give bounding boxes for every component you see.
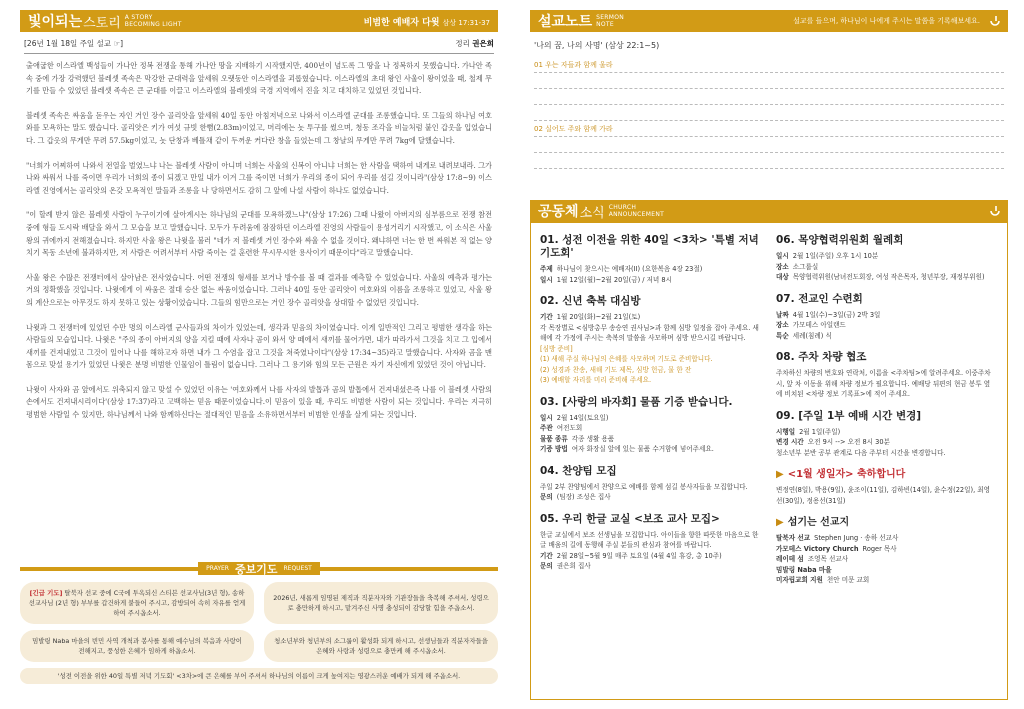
prayer-item xyxy=(264,630,498,662)
row-value: 주차하신 차량의 번호와 연락처, 이름을 <주차팀>에 알려주세요. 이중주차 시, 앞 차 이동을 위해 차량 정보가 필요합니다. 예배당 뒤편의 현금 봉투 옆에 비치된 <차량 정보 기록표>에 적어 주세요. xyxy=(776,369,991,398)
prayer-body: 밈발링 Naba 마을의 빈민 사역 개척과 봉사를 통해 예수님의 복음과 사랑이 전해지고, 풍성한 은혜가 임하게 하옵소서. xyxy=(32,637,242,655)
prayer-item xyxy=(20,668,498,684)
story-eng: A STORY BECOMING LIGHT xyxy=(124,14,182,28)
row-value: 2월 1일(주일) 오후 1시 10분 xyxy=(792,252,879,260)
row-value: 권은희 집사 xyxy=(556,562,591,570)
announcement xyxy=(540,295,760,386)
announcement-row xyxy=(540,323,760,344)
announcement-row xyxy=(540,413,760,424)
announcement-row xyxy=(776,251,996,262)
prayer-text xyxy=(58,671,460,681)
row-value: 1월 20일(화)~2월 21일(토) xyxy=(556,313,641,321)
announcement-row xyxy=(776,272,996,283)
announcement-title: 03. [사랑의 바자회] 물품 기증 받습니다. xyxy=(540,395,733,408)
visit-prep: (1) 새해 주실 하나님의 은혜를 사모하며 기도로 준비합니다. xyxy=(540,355,713,363)
note-hint: 설교를 들으며, 하나님이 나에게 주시는 말씀을 기록해보세요. xyxy=(793,17,980,25)
row-value: 2월 28일~5월 9일 매주 토요일 (4월 4일 휴강, 총 10주) xyxy=(556,551,722,560)
prayer-item xyxy=(264,582,498,624)
story-body xyxy=(20,54,498,422)
announcement xyxy=(776,293,996,342)
row-label: 시행일 xyxy=(776,427,796,436)
announcement-title: 07. 전교인 수련회 xyxy=(776,292,863,305)
announcement xyxy=(776,410,996,459)
prayer-body: 2026년, 새롭게 임명된 제직과 직분자자와 기관장들을 축복해 주셔서, 성령으로 충만하게 하시고, 맡겨주신 사명 충성되이 감당할 힘을 주옵소서. xyxy=(273,594,489,612)
row-label: 기간 xyxy=(540,551,553,560)
prayer-item xyxy=(20,630,254,662)
announcements-col-2 xyxy=(776,234,996,596)
row-value: 하나님이 찾으시는 예배자(II) (요한복음 4장 23절) xyxy=(556,265,703,273)
sermon-title: 비범한 예배자 다윗 삼상 17:31-37 xyxy=(363,17,490,28)
story-subhead xyxy=(20,38,498,49)
prayer-item xyxy=(20,582,254,624)
church-icon xyxy=(988,204,1002,218)
mission-value: Roger 목사 xyxy=(862,544,897,553)
row-label: 주제 xyxy=(540,265,553,273)
announcement-title: 09. [주일 1부 예배 시간 변경] xyxy=(776,409,922,422)
mission-row xyxy=(776,533,996,544)
row-label: 일시 xyxy=(540,413,553,422)
missions-section: ▶ 섬기는 선교지 탈북자 선교 Stephen Jung · 송하 선교사 가모테스 Victory Church Roger 목사 레이테 섬 조영목 선교사 밈발링 Naba 마을 미자립교회 지원 천안 미문 교회 xyxy=(776,516,996,586)
row-value: 2월 1일(주일) xyxy=(799,427,841,436)
mission-row xyxy=(776,575,996,586)
announcement-row xyxy=(540,551,760,562)
row-value: 한글 교실에서 보조 선생님을 모집합니다. 아이들을 향한 따뜻한 마음으로 한글 배움의 길에 동행해 주실 분들의 관심과 참여를 바랍니다. xyxy=(540,530,759,549)
row-value: 각종 생활 용품 xyxy=(571,434,615,443)
prayer-header: PRAYER 중보기도 REQUEST xyxy=(20,562,498,575)
visit-prep: (2) 성경과 찬송, 새해 기도 제목, 심방 헌금, 물 한 잔 xyxy=(540,365,692,374)
announcement-row xyxy=(540,530,760,551)
row-label: 장소 xyxy=(776,321,789,329)
row-label: 장소 xyxy=(776,262,789,271)
announcement-row xyxy=(540,444,760,455)
prayer-text xyxy=(272,636,490,656)
prayer-text xyxy=(28,636,246,656)
announcement xyxy=(540,465,760,503)
row-value: 1월 12일(월)~2월 20일(금) / 저녁 8시 xyxy=(556,275,672,284)
community-news xyxy=(530,200,1008,700)
announcement xyxy=(776,351,996,400)
row-value: 주일 2부 찬양팀에서 찬양으로 예배를 함께 섬길 봉사자들을 모집합니다. xyxy=(540,482,748,491)
announcement-row xyxy=(540,561,760,572)
row-value: 여자 화장실 앞에 있는 물품 수거함에 넣어주세요. xyxy=(571,445,714,453)
prayer-body: 청소년부와 청년부의 소그룹이 활성화 되게 하시고, 선생님들과 직분자자들을 은혜와 사랑과 성령으로 충만케 해 주시옵소서. xyxy=(274,637,488,655)
left-page xyxy=(20,10,498,700)
right-page xyxy=(530,10,1008,700)
prayer-text xyxy=(272,593,490,613)
row-label: 기증 방법 xyxy=(540,445,568,453)
announcement-row xyxy=(540,264,760,275)
mission-row xyxy=(776,544,996,555)
mission-value: 천안 미문 교회 xyxy=(826,576,870,584)
row-value: 4월 1일(수)~3일(금) 2박 3일 xyxy=(792,310,881,319)
announcement-row xyxy=(776,448,996,459)
row-label: 기간 xyxy=(540,313,553,321)
announcement-row xyxy=(540,482,760,493)
row-value: (팀장) 조성은 집사 xyxy=(556,493,611,501)
note-sermon-title: '나의 꿈, 나의 사명' (삼상 22:1~5) xyxy=(534,41,660,50)
announcement-title: 02. 신년 축복 대심방 xyxy=(540,295,641,307)
row-label: 특순 xyxy=(776,331,789,340)
story-paragraph: 나윗이 사자와 곰 앞에서도 위축되지 않고 맞설 수 있었던 이유는 '여호와께서 나를 사자의 발톱과 곰의 발톱에서 건져내셨은즉 나를 이 블레셋 사람의 손에서도 건져내시리이다'(삼상 17:37)라고 고백하는 믿음 때문이었습니다.이 믿음이 있을 때, 우리도 비범한 사람이 되는 것입니다. 우리는 지극히 평범한 사람일 수 있지만, 하나님께서 나와 함께하신다는 절대적인 믿음을 소유하면서부터 비범한 인생을 살게 되는 것입니다. xyxy=(26,384,492,420)
row-value: 각 목장별로 <심방총무 송승연 권사님>과 함께 심방 일정을 잡아 주세요. 새해에 각 가정에 주시는 축복의 말씀을 사모하며 심방 받으시길 바랍니다. xyxy=(540,323,759,342)
row-value: 2월 14일(토요일) xyxy=(556,413,609,422)
story-paragraph: 출애굽한 이스라엘 백성들이 가나안 정복 전쟁을 통해 가나안 땅을 지배하기 시작했지만, 400년이 넘도록 그 땅을 나 정복하지 못했습니다. 가나안 족속 중에 가장 강력했던 블레셋 족속은 막강한 군대력을 앞세워 오랫동안 이스라엘을 괴롭혔습니다. 이스라엘의 초대 왕인 사울이 왕이었을 때, 철제 무기를 만들 수 있었던 블레셋 족속은 큰 군대를 이끌고 이스라엘의 블레셋의 국경 지역에서 진을 치고 대치하고 있었던 것입니다. xyxy=(26,61,492,96)
row-value: 목양협력위원(남녀전도회장, 여성 작은목자, 청년부장, 재정부위원) xyxy=(792,273,985,281)
church-icon xyxy=(988,14,1002,28)
mission-label: 미자립교회 지원 xyxy=(776,576,823,584)
row-label: 문의 xyxy=(540,562,553,570)
birthday-section: ▶ <1월 생일자> 축하합니다 변정연(8일), 박용(9일), 윤조이(11일), 김하빈(14일), 윤수정(22일), 최영선(30일), 정용선(31일) xyxy=(776,468,996,506)
announcement-row xyxy=(776,310,996,321)
announcement xyxy=(776,234,996,283)
birthday-list: 변정연(8일), 박용(9일), 윤조이(11일), 김하빈(14일), 윤수정(22일), 최영선(30일), 정용선(31일) xyxy=(776,486,991,505)
story-paragraph: "이 할례 받지 않은 블레셋 사람이 누구이기에 살아계시는 하나님의 군대를 모욕하겠느냐"(삼상 17:26) 그때 나왔이 아버지의 심부름으로 전쟁 참전 중에 형들 도시락 배달을 와서 그 모습을 보고 말했습니다. 모두가 두려움에 잠잠하던 이스라엘 진영의 사람들이 용성거리기 시작했고, 이 소식은 사울 왕의 귀에까지 전해졌습니다. 하지만 사울 왕은 나윗을 불러 "네가 저 블레셋 거인 장수와 싸울 수 없을 것이다. 왜냐하면 너는 한 번 싸워본 적 없는 양치기 목동 소년에 불과하지만, 저 사람은 어려서부터 사람 죽이는 걸 훈련한 무시무시한 용사이기 때문이다"라고 말했습니다. xyxy=(26,210,492,258)
row-value: 여전도회 xyxy=(556,424,583,432)
announcement-title: 06. 목양협력위원회 월례회 xyxy=(776,234,904,246)
announcement-row xyxy=(540,492,760,503)
announcement-row xyxy=(540,312,760,323)
row-value: 가모테스 아일랜드 xyxy=(792,321,846,329)
announcement xyxy=(540,513,760,572)
triangle-icon: ▶ xyxy=(776,469,784,480)
announcement-title: 01. 성전 이전을 위한 40일 <3차> '특별 저녁 기도회' xyxy=(540,234,759,259)
announcement-row xyxy=(776,320,996,331)
prayer-urgent: [긴급 기도] xyxy=(29,589,63,597)
story-paragraph: "너희가 어찌하여 나와서 전열을 벌였느냐 나는 블레셋 사람이 아니며 너희는 사울의 신복이 아니냐 너희는 한 사람을 택하여 내게로 내려보내라. 그가 나와 싸워서 나를 죽이면 우리가 너희의 종이 되겠고 만일 내가 이겨 그를 죽이면 너희가 우리의 종이 되어 우리를 섬길 것이니라"(삼상 17:8~9) 이스라엘 진영에서는 골리앗의 온갖 모욕적인 말들과 조롱을 나 당하면서도 감히 그 앞에 나설 사람이 하나도 없었습니다. xyxy=(26,160,492,195)
mission-value: Stephen Jung · 송하 선교사 xyxy=(814,534,899,542)
announcement-row xyxy=(540,434,760,445)
row-label: 물품 종류 xyxy=(540,434,568,443)
row-label: 주관 xyxy=(540,424,553,432)
row-value: 청소년부 분반 공부 관계로 다음 주부터 시간을 변경합니다. xyxy=(776,448,946,457)
announcement-row xyxy=(540,275,760,286)
story-paragraph: 사울 왕은 수많은 전쟁터에서 살아남은 전사였습니다. 어떤 전쟁의 형세를 보거나 방수를 볼 때 결과를 예측할 수 있었습니다. 사울의 예측과 평가는 거의 정확했을 것입니다. 나윗에게 이 싸움은 절대 승산 없는 싸움이었습니다. 그러나 40일 동안 골리앗이 여호와의 이름을 조롱하고 있었고, 사울 왕의 계산으로는 아무것도 하지 못하고 있는 상황이었습니다. 그들의 힘만으로는 거인 장수 골리앗을 상대할 수 없었던 것입니다. xyxy=(26,272,492,307)
mission-label: 밈발링 Naba 마을 xyxy=(776,565,832,574)
mission-label: 레이테 섬 xyxy=(776,555,804,563)
announcement-title: 04. 찬양팀 모집 xyxy=(540,464,617,477)
row-label: 대상 xyxy=(776,273,789,281)
announcement-title: 05. 우리 한글 교실 <보조 교사 모집> xyxy=(540,512,720,525)
story-paragraph: 블레셋 족속은 싸움을 돋우는 자인 거인 장수 골리앗을 앞세워 40일 동안 아침저녁으로 나와서 이스라엘 군대를 조롱했습니다. 또 그들의 하나님 여호와를 모욕하는 말도 했습니다. 골리앗은 키가 여섯 규빗 한뼘(2.83m)이었고, 머리에는 놋 투구를 썼으며, 청동 조각을 비늘처럼 붙인 갑옷을 입었습니다. 그 갑옷의 무게만 무려 57.5kg이었고, 놋 단창과 베틀채 같이 두꺼운 커다란 창을 들었는데 그 창날의 무게만 무려 7kg에 달했습니다. xyxy=(26,110,492,145)
note-item: 01 우는 자들과 함께 울라 xyxy=(534,57,1004,73)
prayer-text xyxy=(28,588,246,618)
editor: 정리 권은희 xyxy=(455,39,494,48)
prayer-body: 탈북자 선교 중에 C국에 투옥되신 스티븐 선교사님(3년 형), 송하 선교사님 (2년 형) 부부를 갑건하게 붙들어 주시고, 감방되어 속히 자유를 얻게 하여 주시옵소서. xyxy=(28,589,246,617)
announcement-row xyxy=(776,262,996,273)
note-lines xyxy=(530,57,1008,169)
prayer-list xyxy=(20,582,498,684)
row-label: 변경 시간 xyxy=(776,438,804,446)
row-value: 소그룹실 xyxy=(792,262,819,271)
row-label: 문의 xyxy=(540,493,553,501)
story-title-2: 스토리 xyxy=(83,15,121,31)
note-banner: 설교노트 SERMON NOTE 설교를 들으며, 하나님이 나에게 주시는 말씀을 기록해보세요. xyxy=(530,10,1008,32)
row-label: 날짜 xyxy=(776,310,789,319)
mission-label: 탈북자 선교 xyxy=(776,534,811,542)
visit-prep: [심방 준비] xyxy=(540,344,573,353)
visit-prep: (3) 예배할 자리를 미리 준비해 주세요. xyxy=(540,376,652,384)
announcement xyxy=(540,234,760,285)
prayer-body: '성전 이전을 위한 40일 특별 저녁 기도회' <3차>에 큰 은혜를 부어 주셔서 하나님의 이름이 크게 높여지는 영광스러운 예배가 되게 해 주옵소서. xyxy=(57,672,461,680)
story-title: 빛이되는 xyxy=(28,14,83,30)
mission-label: 가모테스 Victory Church xyxy=(776,544,859,553)
community-banner: 공동체 소식 CHURCH ANNOUNCEMENT xyxy=(530,200,1008,222)
announcements-col-1 xyxy=(540,234,760,582)
row-value: 세례(침례) 식 xyxy=(792,331,832,340)
story-banner xyxy=(20,10,498,32)
note-item: 02 실어도 주와 함께 가라 xyxy=(534,121,1004,137)
announcement-row xyxy=(776,368,996,400)
announcement-row xyxy=(776,437,996,448)
announcement-title: 08. 주차 차량 협조 xyxy=(776,351,867,363)
announcement-row xyxy=(540,423,760,434)
story-paragraph: 나윗과 그 전쟁터에 있었던 수만 명의 이스라엘 군사들과의 차이가 있었는데, 생각과 믿음의 차이였습니다. 이게 일반적인 그리고 평범한 생각을 하는 사람들의 모습입니다. 나윗은 "주의 종이 아버지의 양을 지킬 때에 사자나 곰이 와서 양 떼에서 새끼를 물어가면, 내가 따라가서 그것을 치고 그 입에서 새끼를 건져내었고 그것이 일어나 나를 해하고자 하면 내가 그 수염을 잡고 그것을 쳐죽였나이다"(삼상 17:34~35)라고 말했습니다. 사자와 곰을 맨몸으로 맞설 용기가 있었던 나윗은 분명 비범한 인물임이 틀림이 없습니다. 그러나 그 용기와 힘의 모든 근원은 자기 자신에게 있었던 것이 아닙니다. xyxy=(26,322,492,370)
mission-value: 조영목 선교사 xyxy=(807,555,849,563)
triangle-icon: ▶ xyxy=(776,517,784,528)
note-title-label: 설교노트 xyxy=(538,14,593,30)
announcement xyxy=(540,396,760,455)
mission-row xyxy=(776,565,996,576)
row-value: 오전 9시 --> 오전 8시 30분 xyxy=(807,438,890,446)
announcement-row xyxy=(776,427,996,438)
mission-row xyxy=(776,554,996,565)
row-label: 일시 xyxy=(540,275,553,284)
announcement-row xyxy=(776,331,996,342)
sermon-date: [26년 1월 18일 주일 설교 ☞] xyxy=(24,39,124,48)
row-label: 일시 xyxy=(776,252,789,260)
